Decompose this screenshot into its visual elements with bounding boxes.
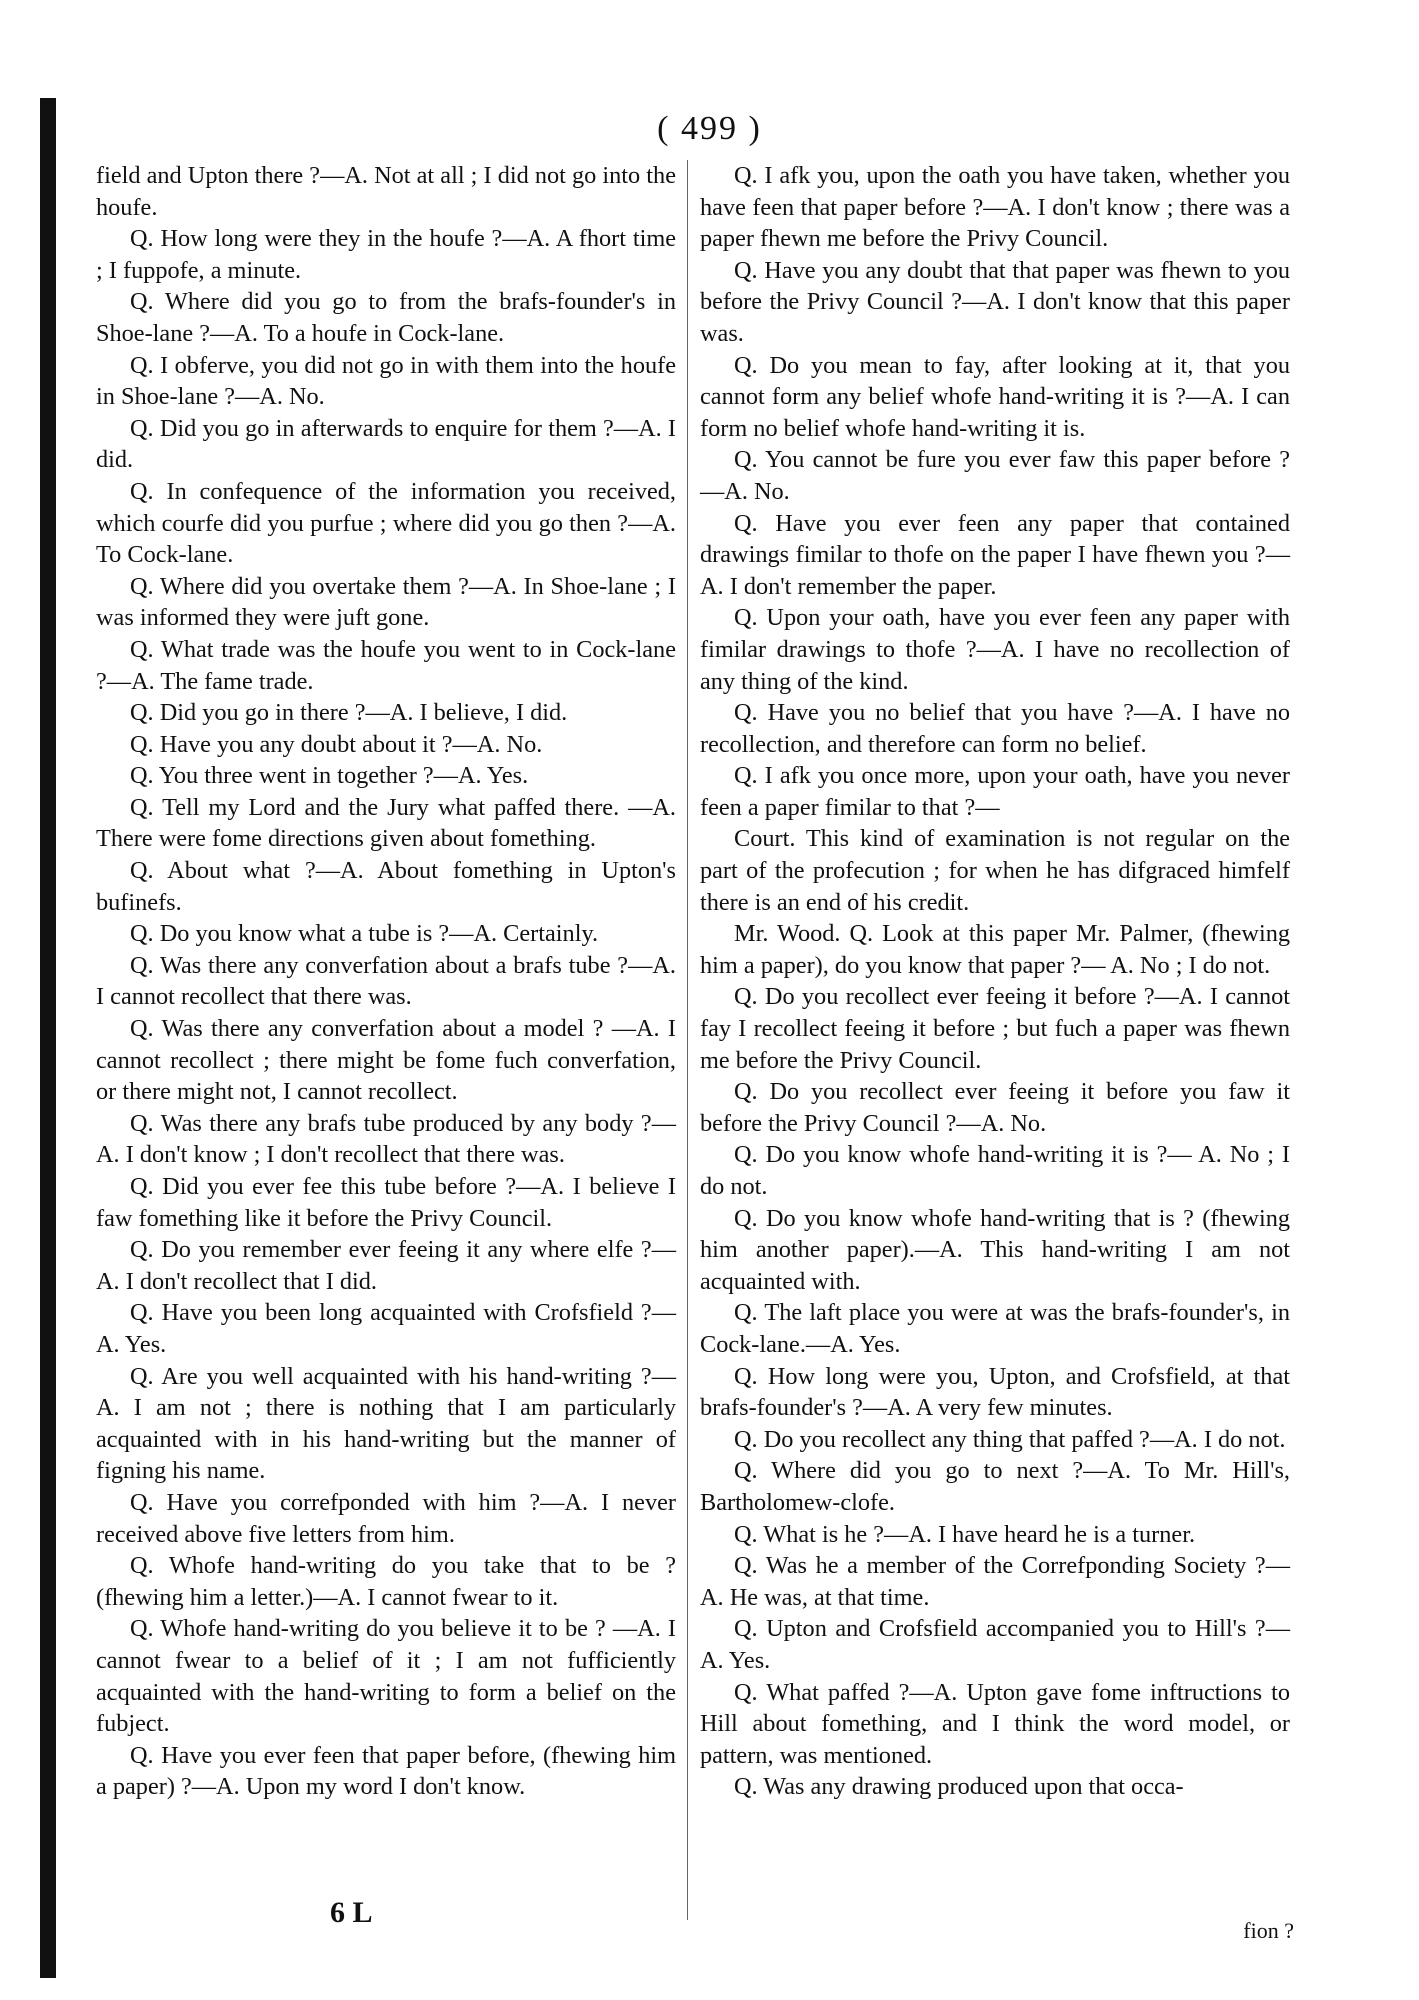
paragraph: Q. Have you ever feen any paper that contained drawings fimilar to thofe on the paper I have fhewn you ?—A. I don't remember the paper.	[700, 509, 1290, 600]
paragraph: Q. Was there any converfation about a brafs tube ?—A. I cannot recollect that there was.	[96, 951, 676, 1011]
paragraph: Q. Whofe hand-writing do you take that to be ? (fhewing him a letter.)—A. I cannot fwear to it.	[96, 1552, 676, 1611]
paragraph: Q. How long were they in the houfe ?—A. A fhort time ; I fuppofe, a minute.	[96, 225, 676, 284]
paragraph: Q. Where did you go to from the brafs-founder's in Shoe-lane ?—A. To a houfe in Cock-lane.	[96, 288, 676, 347]
paragraph: Q. What paffed ?—A. Upton gave fome inftructions to Hill about fomething, and I think the word model, or pattern, was mentioned.	[700, 1678, 1290, 1769]
paragraph: Q. Whofe hand-writing do you believe it to be ? —A. I cannot fwear to a belief of it ; I am not fufficiently acquainted with the hand-writing to form a belief on the fubject.	[96, 1615, 676, 1738]
paragraph: Q. I obferve, you did not go in with them into the houfe in Shoe-lane ?—A. No.	[96, 351, 676, 411]
right-column	[700, 160, 1290, 1803]
paragraph: Q. Was he a member of the Correfponding Society ?—A. He was, at that time.	[700, 1552, 1290, 1611]
binding-edge	[40, 98, 56, 1978]
paragraph: Q. Do you know whofe hand-writing it is ?— A. No ; I do not.	[700, 1141, 1290, 1200]
paragraph: Q. Was any drawing produced upon that occa-	[734, 1773, 1184, 1801]
paragraph: Q. Do you recollect any thing that paffed ?—A. I do not.	[734, 1425, 1286, 1453]
paragraph: Q. What is he ?—A. I have heard he is a turner.	[734, 1520, 1196, 1548]
paragraph: Q. Have you any doubt that that paper was fhewn to you before the Privy Council ?—A. I don't know that this paper was.	[700, 256, 1290, 347]
page-number: ( 499 )	[657, 110, 762, 147]
paragraph: Q. Do you know what a tube is ?—A. Certainly.	[130, 920, 599, 948]
signature-mark: 6 L	[330, 1896, 373, 1929]
paragraph: Q. How long were you, Upton, and Crofsfield, at that brafs-founder's ?—A. A very few minutes.	[700, 1362, 1290, 1422]
paragraph: Q. Upon your oath, have you ever feen any paper with fimilar drawings to thofe ?—A. I have no recollection of any thing of the kind.	[700, 604, 1290, 695]
paragraph: Q. Have you ever feen that paper before, (fhewing him a paper) ?—A. Upon my word I don't know.	[96, 1741, 676, 1801]
paragraph: Q. Tell my Lord and the Jury what paffed there. —A. There were fome directions given about fomething.	[96, 793, 676, 853]
paragraph: Q. Do you recollect ever feeing it before you faw it before the Privy Council ?—A. No.	[700, 1078, 1290, 1137]
paragraph: Q. You cannot be fure you ever faw this paper before ?—A. No.	[700, 446, 1290, 505]
paragraph: Q. I afk you, upon the oath you have taken, whether you have feen that paper before ?—A. I don't know ; there was a paper fhewn me before the Privy Council.	[700, 162, 1290, 253]
paragraph: Q. About what ?—A. About fomething in Upton's bufinefs.	[96, 857, 676, 916]
column-divider	[687, 160, 688, 1920]
paragraph: Q. In confequence of the information you received, which courfe did you purfue ; where did you go then ?—A. To Cock-lane.	[96, 477, 676, 569]
catchword: fion ?	[1243, 1918, 1294, 1943]
paragraph: Q. Did you go in there ?—A. I believe, I did.	[130, 699, 568, 727]
paragraph: Q. Are you well acquainted with his hand-writing ?—A. I am not ; there is nothing that I am particularly acquainted with in his hand-writing but the manner of figning his name.	[96, 1362, 676, 1485]
paragraph: Q. Did you ever fee this tube before ?—A. I believe I faw fomething like it before the Privy Council.	[96, 1173, 676, 1232]
paragraph: Q. Did you go in afterwards to enquire for them ?—A. I did.	[96, 414, 676, 474]
left-column	[96, 160, 676, 1803]
paragraph: Q. Where did you go to next ?—A. To Mr. Hill's, Bartholomew-clofe.	[700, 1457, 1290, 1516]
paragraph: Q. Do you know whofe hand-writing that is ? (fhewing him another paper).—A. This hand-writing I am not acquainted with.	[700, 1204, 1290, 1295]
paragraph: Q. What trade was the houfe you went to in Cock-lane ?—A. The fame trade.	[96, 635, 676, 695]
paragraph: field and Upton there ?—A. Not at all ; I did not go into the houfe.	[96, 162, 676, 221]
paragraph: Q. Was there any converfation about a model ? —A. I cannot recollect ; there might be fome fuch converfation, or there might not, I cannot recollect.	[96, 1015, 676, 1106]
paragraph: Q. Was there any brafs tube produced by any body ?—A. I don't know ; I don't recollect that there was.	[96, 1109, 676, 1169]
paragraph: Q. Have you correfponded with him ?—A. I never received above five letters from him.	[96, 1488, 676, 1548]
paragraph: Q. Have you no belief that you have ?—A. I have no recollection, and therefore can form no belief.	[700, 699, 1290, 758]
paragraph: Q. Where did you overtake them ?—A. In Shoe-lane ; I was informed they were juft gone.	[96, 572, 676, 632]
paragraph: Q. Have you been long acquainted with Crofsfield ?—A. Yes.	[96, 1299, 676, 1358]
paragraph: Q. Do you mean to fay, after looking at it, that you cannot form any belief whofe hand-writing it is ?—A. I can form no belief whofe hand-writing it is.	[700, 351, 1290, 442]
paragraph: Q. Have you any doubt about it ?—A. No.	[130, 730, 543, 758]
paragraph: Q. Upton and Crofsfield accompanied you to Hill's ?—A. Yes.	[700, 1615, 1290, 1674]
paragraph: Q. I afk you once more, upon your oath, have you never feen a paper fimilar to that ?—	[700, 762, 1290, 821]
paragraph: Q. The laft place you were at was the brafs-founder's, in Cock-lane.—A. Yes.	[700, 1299, 1290, 1358]
paragraph: Q. Do you recollect ever feeing it before ?—A. I cannot fay I recollect feeing it before ; but fuch a paper was fhewn me before the Privy Council.	[700, 983, 1290, 1074]
paragraph: Mr. Wood. Q. Look at this paper Mr. Palmer, (fhewing him a paper), do you know that paper ?— A. No ; I do not.	[700, 920, 1290, 979]
paragraph: Q. You three went in together ?—A. Yes.	[130, 762, 529, 790]
paragraph: Q. Do you remember ever feeing it any where elfe ?—A. I don't recollect that I did.	[96, 1236, 676, 1295]
paragraph: Court. This kind of examination is not regular on the part of the profecution ; for when he has difgraced himfelf there is an end of his credit.	[700, 825, 1290, 916]
